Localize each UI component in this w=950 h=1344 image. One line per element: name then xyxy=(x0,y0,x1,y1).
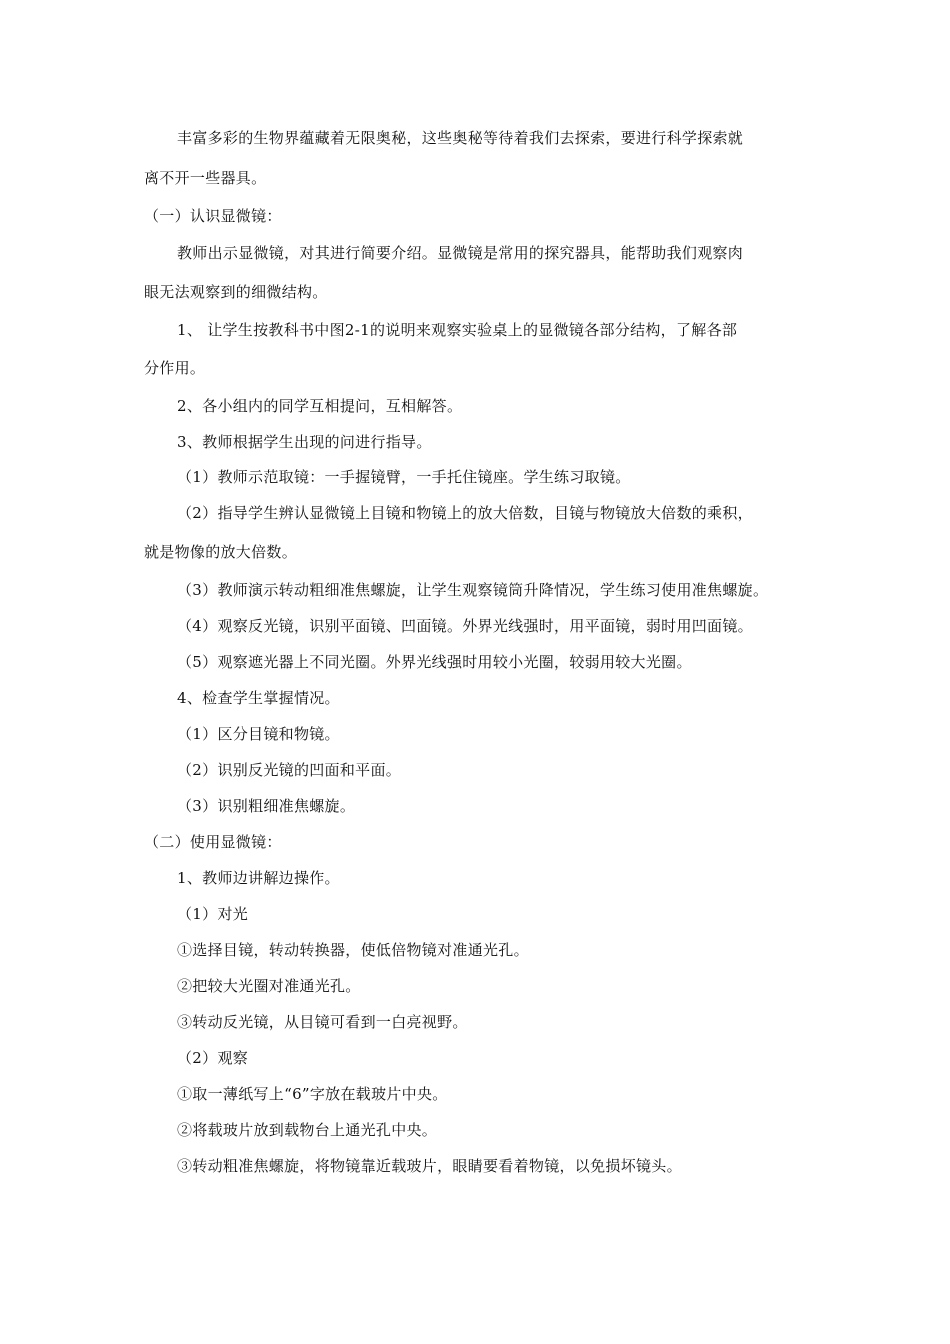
paragraph-line: 眼无法观察到的细微结构。 xyxy=(144,283,328,301)
sub-item: （1）区分目镜和物镜。 xyxy=(177,725,340,743)
section-heading-2: （二）使用显微镜： xyxy=(144,833,282,851)
step-item: ②将载玻片放到载物台上通光孔中央。 xyxy=(177,1121,438,1139)
section-heading-1: （一）认识显微镜： xyxy=(144,207,282,225)
list-item-1: 1、 让学生按教科书中图2-1的说明来观察实验桌上的显微镜各部分结构，了解各部 xyxy=(177,321,738,339)
list-item-1: 1、教师边讲解边操作。 xyxy=(177,869,340,887)
list-item-2: 2、各小组内的同学互相提问，互相解答。 xyxy=(177,397,463,415)
sub-heading: （1）对光 xyxy=(177,905,249,923)
sub-item: （5）观察遮光器上不同光圈。外界光线强时用较小光圈，较弱用较大光圈。 xyxy=(177,653,692,671)
sub-item: （3）识别粗细准焦螺旋。 xyxy=(177,797,356,815)
sub-item: （2）识别反光镜的凹面和平面。 xyxy=(177,761,402,779)
list-item-4: 4、检查学生掌握情况。 xyxy=(177,689,340,707)
step-item: ①选择目镜，转动转换器，使低倍物镜对准通光孔。 xyxy=(177,941,529,959)
intro-line-2: 离不开一些器具。 xyxy=(144,169,267,187)
list-item-1-cont: 分作用。 xyxy=(144,359,206,377)
step-item: ③转动粗准焦螺旋，将物镜靠近载玻片，眼睛要看着物镜，以免损坏镜头。 xyxy=(177,1157,682,1175)
intro-line-1: 丰富多彩的生物界蕴藏着无限奥秘，这些奥秘等待着我们去探索，要进行科学探索就 xyxy=(177,129,744,147)
sub-heading: （2）观察 xyxy=(177,1049,249,1067)
list-item-3: 3、教师根据学生出现的问进行指导。 xyxy=(177,433,432,451)
sub-item: （3）教师演示转动粗细准焦螺旋，让学生观察镜筒升降情况，学生练习使用准焦螺旋。 xyxy=(177,581,769,599)
step-item: ③转动反光镜，从目镜可看到一白亮视野。 xyxy=(177,1013,468,1031)
step-item: ②把较大光圈对准通光孔。 xyxy=(177,977,361,995)
step-item: ①取一薄纸写上“6”字放在载玻片中央。 xyxy=(177,1085,448,1103)
sub-item-cont: 就是物像的放大倍数。 xyxy=(144,543,298,561)
sub-item: （4）观察反光镜，识别平面镜、凹面镜。外界光线强时，用平面镜，弱时用凹面镜。 xyxy=(177,617,753,635)
sub-item: （1）教师示范取镜：一手握镜臂，一手托住镜座。学生练习取镜。 xyxy=(177,468,631,486)
sub-item: （2）指导学生辨认显微镜上目镜和物镜上的放大倍数，目镜与物镜放大倍数的乘积， xyxy=(177,504,753,522)
paragraph-line: 教师出示显微镜，对其进行简要介绍。显微镜是常用的探究器具，能帮助我们观察肉 xyxy=(177,244,744,262)
